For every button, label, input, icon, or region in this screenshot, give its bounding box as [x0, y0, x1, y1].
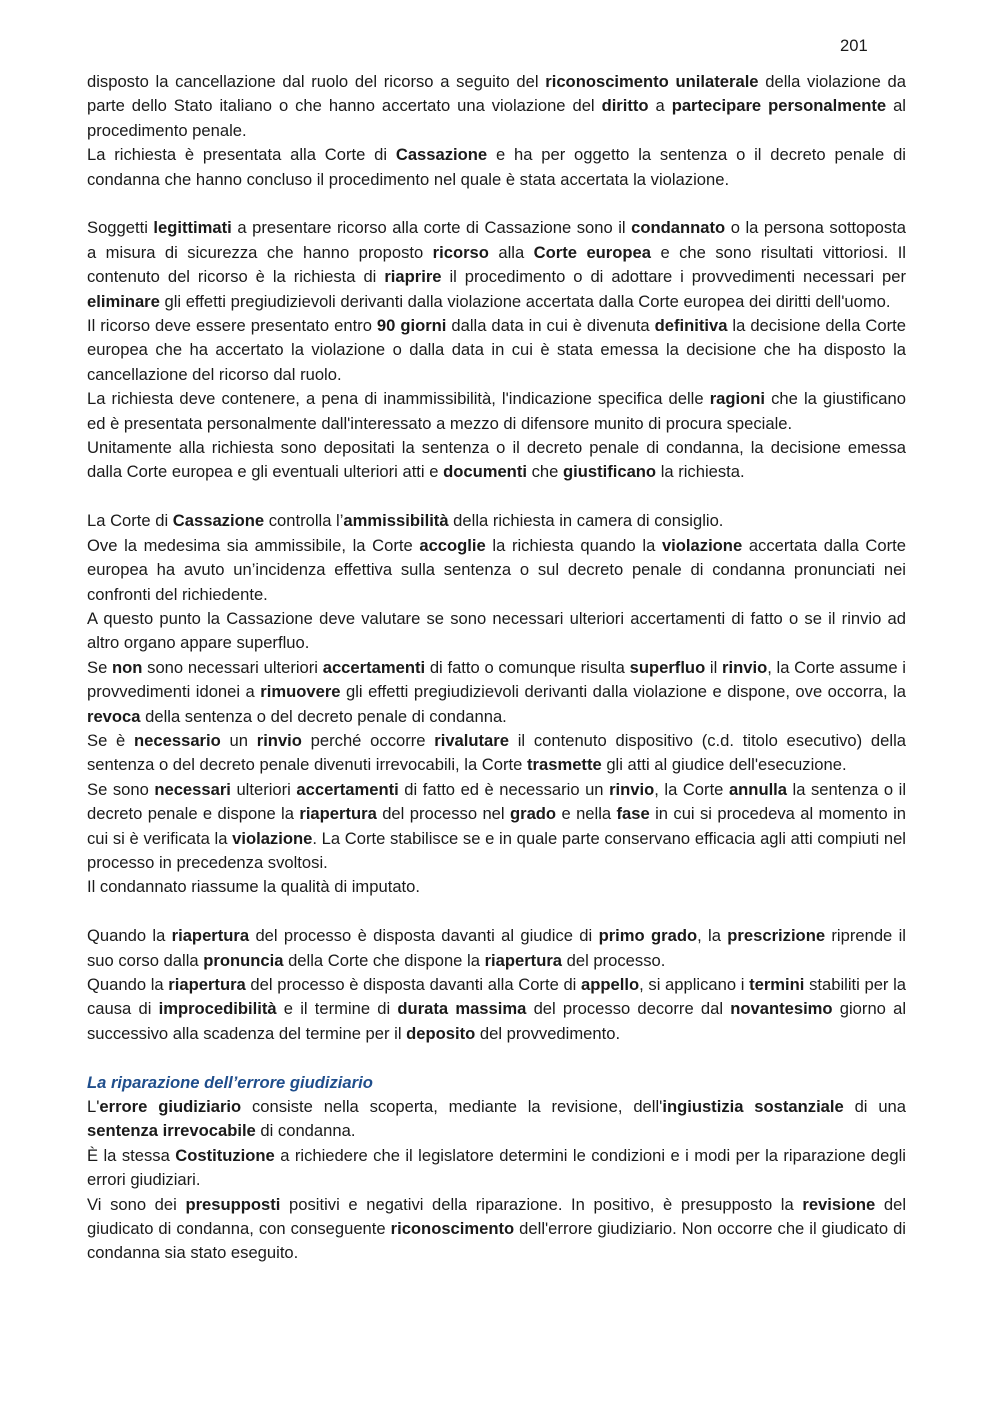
text-run: del processo decorre dal — [526, 999, 731, 1019]
text-run: a richiedere che il legislatore determini le condizioni e i modi per la riparazione degli errori giudiziari. — [87, 1145, 906, 1190]
bold-term: diritto — [601, 96, 649, 116]
text-run: che — [526, 462, 563, 482]
text-run: positivi e negativi della riparazione. In positivo, è presupposto la — [280, 1194, 803, 1214]
bold-term: riaprire — [384, 267, 442, 287]
bold-term: rinvio — [722, 657, 768, 677]
text-run: del processo è disposta davanti al giudice di — [249, 926, 599, 946]
text-run: sono necessari ulteriori — [142, 657, 323, 677]
bold-term: 90 giorni — [376, 316, 447, 336]
text-run: consiste nella scoperta, mediante la revisione, dell' — [241, 1097, 663, 1116]
paragraph — [87, 534, 906, 607]
paragraph-spacer — [87, 192, 906, 216]
text-run: riprende il suo corso dalla — [87, 926, 906, 970]
bold-term: riconoscimento — [390, 1219, 515, 1239]
text-run: e il termine di — [276, 999, 398, 1019]
bold-term: legittimati — [153, 218, 232, 238]
bold-term: riapertura — [168, 974, 246, 994]
paragraph — [87, 924, 906, 973]
text-run: La richiesta deve contenere, a pena di inammissibilità, l'indicazione specifica delle — [87, 389, 710, 409]
paragraph — [87, 607, 906, 656]
bold-term: riapertura — [171, 926, 250, 946]
bold-term: rinvio — [609, 779, 655, 799]
bold-term: Cassazione — [395, 145, 488, 165]
bold-term: ingiustizia sostanziale — [662, 1097, 844, 1116]
text-run: Se — [87, 657, 113, 677]
text-run: , si applicano i — [639, 974, 750, 994]
paragraph — [87, 1193, 906, 1266]
bold-term: presupposti — [185, 1194, 281, 1214]
text-run: del processo è disposta davanti alla Corte di — [245, 974, 582, 994]
text-run: L' — [87, 1097, 100, 1116]
text-run: o la persona sottoposta a misura di sicurezza che hanno proposto — [87, 218, 906, 262]
page-number: 201 — [840, 36, 868, 55]
text-run: La Corte di — [87, 511, 173, 531]
bold-term: documenti — [443, 462, 527, 482]
bold-term: appello — [581, 974, 640, 994]
text-run: alla — [488, 242, 534, 262]
paragraph-spacer — [87, 900, 906, 924]
paragraph — [87, 509, 906, 533]
text-run: la richiesta quando la — [485, 535, 662, 555]
bold-term: grado — [509, 804, 557, 824]
text-run: della Corte che dispone la — [283, 950, 485, 970]
bold-term: prescrizione — [727, 926, 826, 946]
bold-term: definitiva — [654, 316, 728, 336]
bold-term: revoca — [87, 706, 141, 726]
text-run: della sentenza o del decreto penale di condanna. — [140, 706, 507, 726]
text-run: di fatto o comunque risulta — [425, 657, 630, 677]
bold-term: novantesimo — [730, 999, 833, 1019]
paragraph — [87, 875, 906, 899]
text-run: e nella — [556, 804, 617, 824]
section-heading: La riparazione dell’errore giudiziario — [87, 1072, 373, 1092]
bold-term: ammissibilità — [343, 511, 449, 531]
paragraph — [87, 387, 906, 436]
bold-term: riapertura — [299, 804, 377, 824]
bold-term: condannato — [631, 218, 726, 238]
text-run: la sentenza o il decreto penale e dispone la — [87, 779, 907, 824]
text-run: disposto la cancellazione dal ruolo del ricorso a seguito del — [87, 72, 546, 91]
text-run: Quando la — [87, 974, 169, 994]
paragraph — [87, 778, 906, 876]
paragraph-spacer — [87, 485, 906, 509]
text-run: ulteriori — [230, 779, 297, 799]
text-run: la richiesta. — [656, 462, 745, 482]
bold-term: Costituzione — [175, 1145, 275, 1165]
bold-term: riconoscimento unilaterale — [545, 72, 759, 91]
text-run: della violazione da parte dello Stato italiano o che hanno accertato una violazione del — [87, 72, 906, 116]
text-run: Il ricorso deve essere presentato entro — [87, 316, 377, 336]
text-run: il — [705, 657, 723, 677]
bold-term: accertamenti — [322, 657, 426, 677]
paragraph — [87, 143, 906, 192]
bold-term: errore giudiziario — [99, 1097, 242, 1116]
text-run: A questo punto la Cassazione deve valutare se sono necessari ulteriori accertamenti di fatto o se il rinvio ad altro organo appare superfluo. — [87, 608, 906, 653]
text-run: del giudicato di condanna, con conseguente — [87, 1194, 906, 1239]
bold-term: rimuovere — [260, 682, 341, 702]
bold-term: violazione — [661, 535, 743, 555]
text-run: gli effetti pregiudizievoli derivanti dalla violazione accertata dalla Corte europea dei diritti dell'uomo. — [159, 291, 891, 311]
paragraph-spacer — [87, 1046, 906, 1070]
text-run: controlla l’ — [264, 511, 344, 531]
text-run: giorno al successivo alla scadenza del termine per il — [87, 999, 907, 1043]
paragraph — [87, 216, 906, 314]
text-run: Soggetti — [87, 218, 154, 238]
text-run: , la Corte — [654, 779, 729, 799]
paragraph — [87, 70, 906, 143]
text-run: e ha per oggetto la sentenza o il decreto penale di condanna che hanno concluso il procedimento nel quale è stata accertata la violazione. — [87, 145, 906, 189]
text-run: Se è — [87, 730, 135, 750]
bold-term: ricorso — [432, 242, 489, 262]
bold-term: durata massima — [397, 999, 527, 1019]
bold-term: termini — [749, 974, 805, 994]
text-run: , la Corte assume i provvedimenti idonei a — [87, 657, 906, 702]
bold-term: giustificano — [562, 462, 657, 482]
text-run: È la stessa — [87, 1145, 176, 1165]
bold-term: pronuncia — [203, 950, 284, 970]
bold-term: partecipare personalmente — [671, 96, 887, 116]
text-run: accertata dalla Corte europea ha avuto un’incidenza effettiva sulla sentenza o sul decreto penale di condanna pronunciati nei confronti del richiedente. — [87, 535, 906, 604]
paragraph — [87, 729, 906, 778]
bold-term: violazione — [232, 828, 313, 848]
bold-term: Cassazione — [172, 511, 265, 531]
text-run: dell'errore giudiziario. Non occorre che il giudicato di condanna sia stato eseguito. — [87, 1219, 906, 1263]
bold-term: sentenza irrevocabile — [87, 1121, 256, 1141]
text-run: gli effetti pregiudizievoli derivanti dalla violazione e dispone, ove occorra, la — [340, 682, 906, 702]
text-run: di condanna. — [255, 1121, 356, 1141]
text-run: Ove la medesima sia ammissibile, la Corte — [87, 535, 420, 555]
text-run: Se sono — [87, 779, 155, 799]
text-run: perché occorre — [301, 730, 435, 750]
text-run: la decisione della Corte europea che ha accertato la violazione o dalla data in cui è stata emessa la decisione che ha disposto la cancellazione del ricorso dal ruolo. — [87, 316, 906, 384]
bold-term: revisione — [802, 1194, 876, 1214]
bold-term: trasmette — [527, 755, 602, 775]
paragraph — [87, 656, 906, 729]
paragraph — [87, 973, 906, 1046]
bold-term: rinvio — [256, 730, 302, 750]
text-run: che la giustificano ed è presentata personalmente dall'interessato a mezzo di difensore munito di procura speciale. — [87, 389, 906, 433]
text-run: La richiesta è presentata alla Corte di — [87, 145, 396, 165]
text-run: Vi sono dei — [87, 1194, 186, 1214]
bold-term: non — [112, 657, 143, 677]
text-run: del processo nel — [376, 804, 510, 824]
text-run: al procedimento penale. — [87, 96, 906, 140]
bold-term: accertamenti — [296, 779, 399, 799]
bold-term: necessari — [154, 779, 231, 799]
bold-term: annulla — [728, 779, 788, 799]
paragraph — [87, 314, 906, 387]
text-run: in cui si procedeva al momento in cui si è verificata la — [87, 804, 906, 848]
text-run: , la — [697, 926, 728, 946]
bold-term: deposito — [406, 1023, 476, 1043]
bold-term: primo grado — [598, 926, 698, 946]
text-run: Quando la — [87, 926, 172, 946]
bold-term: eliminare — [87, 291, 160, 311]
bold-term: Corte europea — [533, 242, 651, 262]
text-run: della richiesta in camera di consiglio. — [448, 511, 724, 531]
text-run: un — [220, 730, 257, 750]
bold-term: accoglie — [419, 535, 486, 555]
text-run: stabiliti per la causa di — [87, 974, 907, 1019]
document-body — [87, 70, 906, 1266]
text-run: . La Corte stabilisce se e in quale parte conservano efficacia agli atti compiuti nel processo in precedenza svoltosi. — [87, 828, 906, 872]
text-run: di fatto ed è necessario un — [398, 779, 610, 799]
text-run: il procedimento o di adottare i provvedimenti necessari per — [441, 267, 906, 287]
text-run: dalla data in cui è divenuta — [446, 316, 655, 336]
paragraph — [87, 436, 906, 485]
bold-term: ragioni — [709, 389, 766, 409]
text-run: Il condannato riassume la qualità di imputato. — [87, 877, 420, 897]
text-run: gli atti al giudice dell'esecuzione. — [601, 755, 847, 775]
text-run: Unitamente alla richiesta sono depositati la sentenza o il decreto penale di condanna, la decisione emessa dalla Corte europea e gli eventuali ulteriori atti e — [87, 438, 906, 482]
bold-term: fase — [616, 804, 650, 824]
bold-term: improcedibilità — [158, 999, 277, 1019]
text-run: il contenuto dispositivo (c.d. titolo esecutivo) della sentenza o del decreto penale divenuti irrevocabili, la Corte — [87, 730, 906, 775]
text-run: di una — [843, 1097, 907, 1116]
text-run: a — [648, 96, 672, 116]
paragraph — [87, 1144, 906, 1193]
paragraph — [87, 1095, 906, 1144]
text-run: a presentare ricorso alla corte di Cassazione sono il — [231, 218, 632, 238]
bold-term: riapertura — [484, 950, 563, 970]
bold-term: superfluo — [629, 657, 706, 677]
text-run: del processo. — [562, 950, 666, 970]
text-run: e che sono risultati vittoriosi. Il contenuto del ricorso è la richiesta di — [87, 242, 906, 287]
bold-term: necessario — [134, 730, 221, 750]
bold-term: rivalutare — [434, 730, 509, 750]
text-run: del provvedimento. — [475, 1023, 621, 1043]
